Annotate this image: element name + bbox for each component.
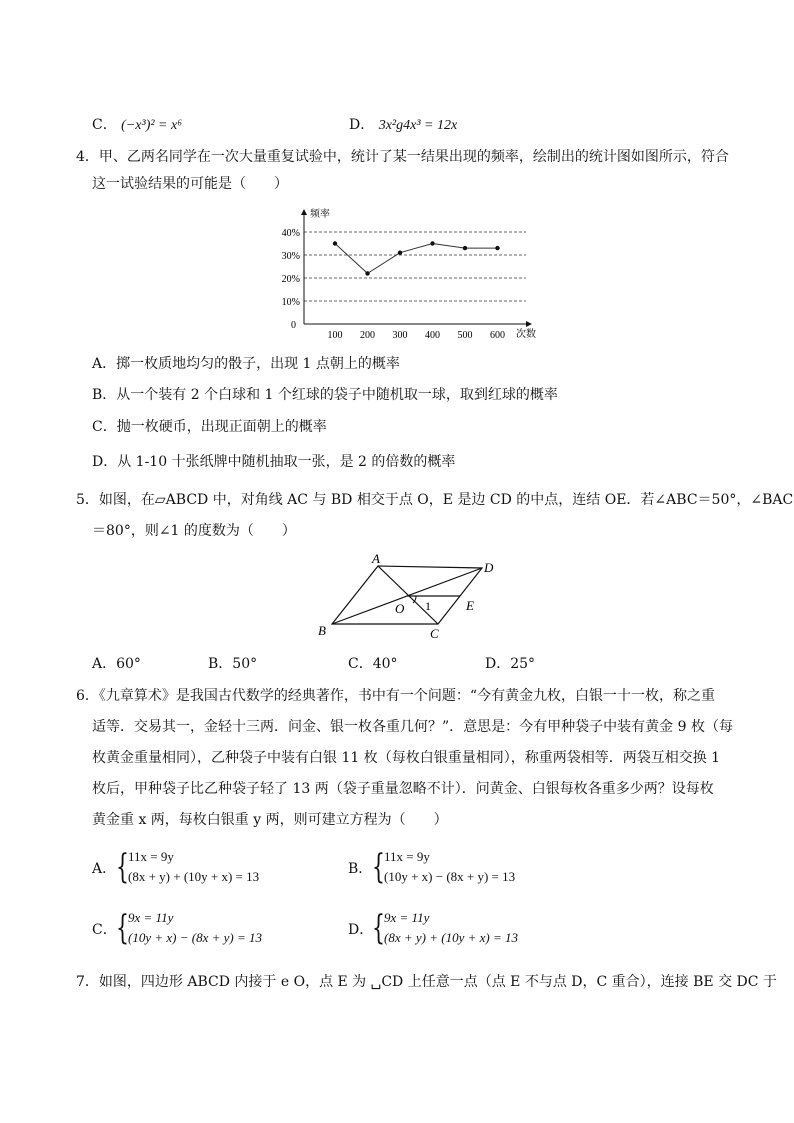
vertex-a-label: A (372, 552, 380, 566)
q3-option-d (349, 116, 457, 135)
q6-option-b-label: B． (348, 861, 373, 877)
y-axis-label: 频率 (310, 209, 330, 220)
q5-option-a: A．60° (92, 656, 141, 672)
y-axis-arrow (301, 209, 307, 215)
q6-stem-line2: 适等．交易其一，金轻十三两．问金、银一枚各重几何？”．意思是：今有甲种袋子中装有黄金 9 枚（每 (92, 719, 733, 735)
q5-option-c: C．40° (348, 656, 398, 672)
q5-option-d: D．25° (485, 656, 536, 672)
x-tick-label: 300 (392, 330, 408, 341)
y-tick-label: 10% (281, 297, 300, 308)
point-o-label: O (395, 601, 405, 616)
vertex-d-label: D (484, 560, 494, 575)
q6-option-d-eq1: 9x = 11y (384, 910, 430, 925)
q7-stem-line1: 7．如图，四边形 ABCD 内接于 e O，点 E 为 ␣CD 上任意一点（点 E 不与点 D，C 重合），连接 BE 交 DC 于 (76, 974, 777, 990)
y-tick-label: 20% (281, 274, 300, 285)
point-e-label: E (466, 598, 474, 613)
q6-option-b-brace: { (372, 847, 385, 887)
q4-stem-line2: 这一试验结果的可能是（ ） (92, 176, 288, 192)
origin-label: 0 (291, 320, 296, 331)
y-tick-label: 40% (281, 228, 300, 239)
q6-option-a-eq1: 11x = 9y (128, 849, 174, 864)
q3-option-c (92, 116, 182, 135)
x-tick-label: 200 (360, 330, 375, 341)
q6-option-d-label: D． (348, 922, 374, 938)
q5-stem-line1: 5．如图，在▱ABCD 中，对角线 AC 与 BD 相交于点 O，E 是边 CD 的中点，连结 OE．若∠ABC＝50°，∠BAC (76, 492, 794, 508)
y-tick-label: 30% (281, 251, 300, 262)
data-point (333, 241, 337, 245)
q6-option-b-eq2: (10y + x) − (8x + y) = 13 (384, 869, 516, 884)
x-tick-label: 500 (457, 330, 473, 341)
q6-option-d-brace: { (372, 908, 385, 948)
q3-option-c-label: C． (92, 117, 117, 133)
q6-option-c-label: C． (92, 922, 117, 938)
q6-stem-line5: 黄金重 x 两，每枚白银重 y 两，则可建立方程为（ ） (92, 812, 448, 828)
data-point (463, 246, 467, 250)
q3-option-d-label: D． (349, 117, 375, 133)
q4-option-a: A．掷一枚质地均匀的骰子，出现 1 点朝上的概率 (92, 356, 400, 372)
data-point (365, 271, 369, 275)
q6-option-a-brace: { (116, 847, 129, 887)
q6-stem-line1: 6．《九章算术》是我国古代数学的经典著作，书中有一个问题：“今有黄金九枚，白银一十一枚，称之重 (76, 688, 716, 704)
q6-stem-line3: 枚黄金重量相同），乙种袋子中装有白银 11 枚（每枚白银重量相同），称重两袋相等．两袋互相交换 1 (92, 750, 721, 766)
data-point (398, 251, 402, 255)
x-tick-label: 100 (327, 330, 343, 341)
x-axis-arrow (526, 321, 532, 327)
x-tick-label: 600 (490, 330, 505, 341)
vertex-b-label: B (318, 623, 326, 638)
q6-option-d-eq2: (8x + y) + (10y + x) = 13 (384, 930, 518, 945)
x-tick-label: 400 (425, 330, 440, 341)
q6-stem-line4: 枚后，甲种袋子比乙种袋子轻了 13 两（袋子重量忽略不计）．问黄金、白银每枚各重多少两？设每枚 (92, 781, 714, 797)
data-point (430, 241, 434, 245)
frequency-line-chart (268, 203, 548, 343)
q4-option-d: D．从 1-10 十张纸牌中随机抽取一张，是 2 的倍数的概率 (92, 454, 456, 470)
q6-option-c-eq1: 9x = 11y (128, 910, 174, 925)
q6-option-a-label: A． (92, 861, 117, 877)
q6-option-c-eq2: (10y + x) − (8x + y) = 13 (128, 930, 262, 945)
q6-option-b-eq1: 11x = 9y (384, 849, 430, 864)
q6-option-a-eq2: (8x + y) + (10y + x) = 13 (128, 869, 260, 884)
q6-option-c-brace: { (116, 908, 129, 948)
q4-option-b: B．从一个装有 2 个白球和 1 个红球的袋子中随机取一球，取到红球的概率 (92, 387, 558, 403)
vertex-c-label: C (430, 626, 439, 641)
q3-option-d-formula: 3x²g4x³ = 12x (378, 118, 458, 133)
q4-stem-line1: 4．甲、乙两名同学在一次大量重复试验中，统计了某一结果出现的频率，绘制出的统计图如图所示，符合 (76, 149, 729, 165)
q5-option-b: B．50° (208, 656, 258, 672)
q3-option-c-formula: (−x³)² = x⁶ (121, 118, 183, 133)
series-line (335, 244, 498, 274)
angle-1-label: 1 (425, 599, 431, 613)
x-axis-label: 次数 (516, 329, 536, 340)
parallelogram-figure (310, 552, 510, 648)
data-point (495, 246, 499, 250)
q4-option-c: C．抛一枚硬币，出现正面朝上的概率 (92, 419, 327, 435)
q5-stem-line2: ＝80°，则∠1 的度数为（ ） (92, 523, 296, 539)
